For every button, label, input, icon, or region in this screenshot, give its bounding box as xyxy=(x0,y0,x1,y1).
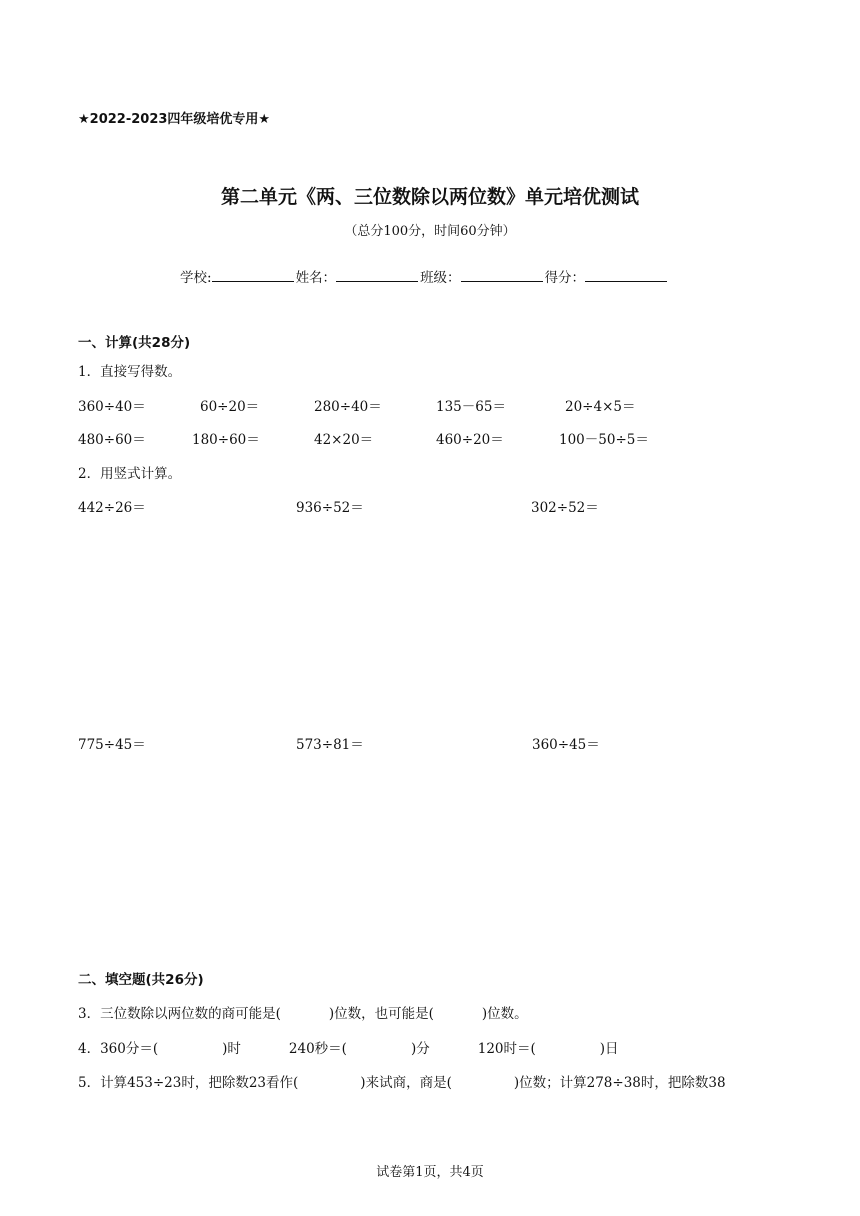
vertical-calc-item: 360÷45＝ xyxy=(532,737,600,753)
question-3 xyxy=(78,1002,528,1022)
mental-calc-item: 460÷20＝ xyxy=(436,432,504,448)
question-3-part: )位数，也可能是( xyxy=(328,1006,434,1022)
score-blank[interactable] xyxy=(585,269,667,282)
mental-calc-item: 360÷40＝ xyxy=(78,399,146,415)
question-3-part: )位数。 xyxy=(481,1006,528,1022)
school-label: 学校: xyxy=(180,270,212,286)
mental-calc-item: 100－50÷5＝ xyxy=(559,432,649,448)
question-5-part: 5．计算453÷23时，把除数23看作( xyxy=(78,1075,299,1091)
mental-calc-item: 135－65＝ xyxy=(436,399,506,415)
vertical-calc-item: 775÷45＝ xyxy=(78,737,146,753)
question-5 xyxy=(78,1071,726,1091)
question-2-prompt: 2．用竖式计算。 xyxy=(78,466,182,482)
banner: ★2022-2023四年级培优专用★ xyxy=(78,112,271,127)
vertical-calc-item: 573÷81＝ xyxy=(296,737,364,753)
page-footer: 试卷第1页，共4页 xyxy=(376,1165,484,1180)
page-title: 第二单元《两、三位数除以两位数》单元培优测试 xyxy=(220,186,639,208)
vertical-calc-item: 302÷52＝ xyxy=(531,500,599,516)
mental-calc-item: 60÷20＝ xyxy=(200,399,260,415)
score-label: 得分： xyxy=(544,270,586,286)
section-1-heading: 一、计算(共28分) xyxy=(78,335,191,351)
question-3-part: 3．三位数除以两位数的商可能是( xyxy=(78,1006,281,1022)
section-2-heading: 二、填空题(共26分) xyxy=(78,972,204,988)
class-label: 班级： xyxy=(420,270,461,286)
mental-calc-item: 280÷40＝ xyxy=(314,399,382,415)
mental-calc-item: 20÷4×5＝ xyxy=(565,399,636,415)
school-blank[interactable] xyxy=(212,269,294,282)
question-4-part: )分 xyxy=(410,1041,430,1057)
mental-calc-item: 480÷60＝ xyxy=(78,432,146,448)
question-5-part: )位数；计算278÷38时，把除数38 xyxy=(513,1075,726,1091)
mental-calc-item: 42×20＝ xyxy=(314,432,374,448)
mental-calc-item: 180÷60＝ xyxy=(192,432,260,448)
question-5-part: )来试商，商是( xyxy=(360,1075,452,1091)
question-4-part: )日 xyxy=(599,1041,619,1057)
class-blank[interactable] xyxy=(461,269,543,282)
question-4-part: 120时＝( xyxy=(477,1041,536,1057)
question-4-part: 240秒＝( xyxy=(288,1041,347,1057)
vertical-calc-item: 936÷52＝ xyxy=(296,500,364,516)
name-blank[interactable] xyxy=(336,269,418,282)
question-4-part: 4．360分＝( xyxy=(78,1041,159,1057)
question-4-part: )时 xyxy=(222,1041,241,1057)
name-label: 姓名： xyxy=(295,270,337,286)
question-1-prompt: 1．直接写得数。 xyxy=(78,364,182,380)
vertical-calc-item: 442÷26＝ xyxy=(78,500,146,516)
page-subtitle: （总分100分，时间60分钟） xyxy=(344,224,516,239)
student-info-line xyxy=(180,266,669,286)
question-4 xyxy=(78,1037,619,1057)
